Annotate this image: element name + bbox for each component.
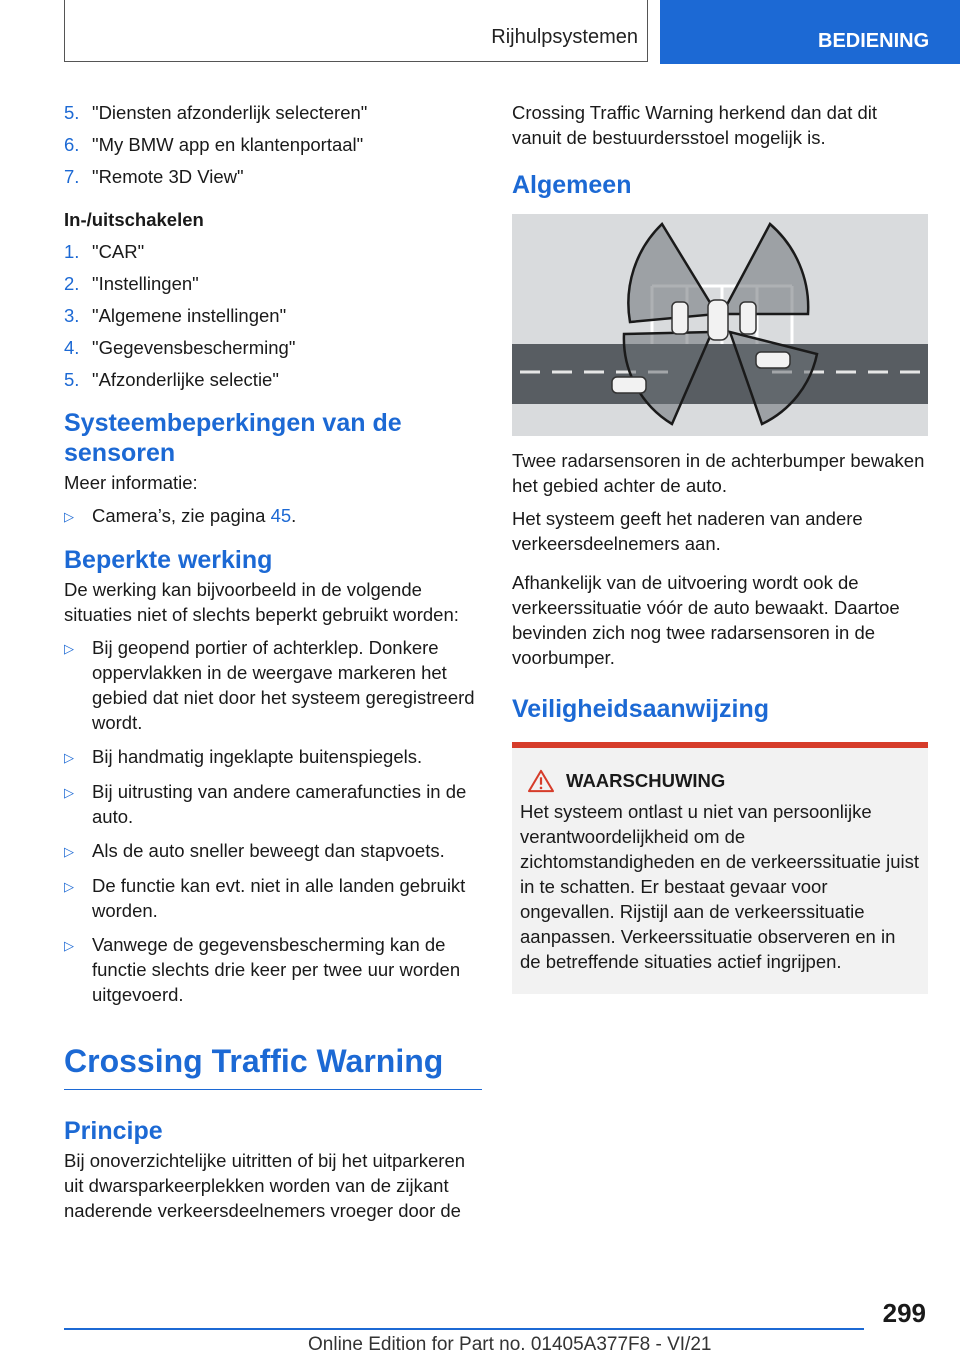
header-tab-label: BEDIENING xyxy=(818,30,930,52)
list-item: ▷ Bij geopend portier of achterklep. Donkere oppervlakken in de weergave markeren het gebied dat niet door het systeem geregistreerd wordt. xyxy=(64,637,475,733)
ctw-illustration xyxy=(512,214,928,436)
left-column xyxy=(64,100,482,1231)
list-item: 5. "Diensten afzonderlijk selecteren" xyxy=(64,102,368,123)
ctw-heading: Crossing Traffic Warning xyxy=(64,1041,482,1090)
general-heading: Algemeen xyxy=(512,171,632,199)
restricted-list xyxy=(64,635,482,1007)
triangle-bullet-icon: ▷ xyxy=(64,938,74,953)
list-item: ▷ Als de auto sneller beweegt dan stapvoets. xyxy=(64,838,482,864)
right-column xyxy=(512,100,928,994)
footer-divider xyxy=(64,1328,864,1330)
list-item: 3. "Algemene instellingen" xyxy=(64,305,287,326)
continued-text: Crossing Traffic Warning herkend dan dat dit vanuit de bestuurdersstoel mogelijk is. xyxy=(512,102,878,148)
principle-text: Bij onoverzichtelijke uitritten of bij het uitparkeren uit dwarsparkeerplekken worden van de zijkant naderende verkeersdeelnemers vroeger door de xyxy=(64,1150,466,1221)
footer-edition: Online Edition for Part no. 01405A377F8 - VI/21 xyxy=(308,1334,712,1355)
list-item: ▷ Camera’s, zie pagina 45. xyxy=(64,503,482,529)
triangle-bullet-icon: ▷ xyxy=(64,750,74,765)
limits-heading: Systeembeperkingen van de sensoren xyxy=(64,409,402,467)
triangle-bullet-icon: ▷ xyxy=(64,509,74,524)
list-item: ▷ Bij handmatig ingeklapte buitenspiegels. xyxy=(64,744,482,770)
triangle-bullet-icon: ▷ xyxy=(64,641,74,656)
principle-heading: Principe xyxy=(64,1117,163,1145)
page-link-45[interactable]: 45 xyxy=(270,505,292,526)
list-item: ▷ Vanwege de gegevensbescherming kan de functie slechts drie keer per twee uur worden uitgevoerd. xyxy=(64,934,461,1005)
warning-text: Het systeem ontlast u niet van persoonlijke verantwoordelijkheid om de zichtomstandigheden en de verkeerssituatie juist in te schatten. Er bestaat gevaar voor ongevallen. Rijstijl aan de verkeerssituatie aanpassen. Verkeerssituatie observeren en in de betreffende situaties actief ingrijpen. xyxy=(520,801,920,972)
toggle-steps-list xyxy=(64,239,482,392)
steps-top-list xyxy=(64,100,482,189)
restricted-heading: Beperkte werking xyxy=(64,546,273,574)
triangle-bullet-icon: ▷ xyxy=(64,785,74,800)
para-approach: Het systeem geeft het naderen van andere verkeersdeelnemers aan. xyxy=(512,508,863,554)
list-item: 5. "Afzonderlijke selectie" xyxy=(64,369,279,390)
toggle-title: In-/uitschakelen xyxy=(64,209,204,230)
list-item: 1. "CAR" xyxy=(64,241,145,262)
safety-heading: Veiligheidsaanwijzing xyxy=(512,695,770,723)
list-item: 7. "Remote 3D View" xyxy=(64,166,244,187)
triangle-bullet-icon: ▷ xyxy=(64,879,74,894)
header-tab-bediening[interactable] xyxy=(660,0,960,64)
warning-triangle-icon xyxy=(526,769,556,793)
list-item: ▷ De functie kan evt. niet in alle landen gebruikt worden. xyxy=(64,875,466,921)
restricted-intro: De werking kan bijvoorbeeld in de volgende situaties niet of slechts beperkt gebruikt worden: xyxy=(64,579,459,625)
triangle-bullet-icon: ▷ xyxy=(64,844,74,859)
page-number: 299 xyxy=(882,1298,926,1328)
list-item: 6. "My BMW app en klantenportaal" xyxy=(64,134,364,155)
list-item: ▷ Bij uitrusting van andere camerafuncties in de auto. xyxy=(64,781,467,827)
radar-zones-illustration xyxy=(512,214,928,436)
para-rear-sensors: Twee radarsensoren in de achterbumper bewaken het gebied achter de auto. xyxy=(512,450,925,496)
para-front-sensors: Afhankelijk van de uitvoering wordt ook de verkeerssituatie vóór de auto bewaakt. Daartoe bevinden zich nog twee radarsensoren in de voorbumper. xyxy=(512,572,900,668)
list-item: 4. "Gegevensbescherming" xyxy=(64,337,296,358)
warning-header xyxy=(520,768,920,793)
list-item: 2. "Instellingen" xyxy=(64,273,199,294)
warning-box xyxy=(512,742,928,994)
more-info-label: Meer informatie: xyxy=(64,472,198,493)
warning-title: WAARSCHUWING xyxy=(566,770,726,791)
header-section-title: Rijhulpsystemen xyxy=(491,26,638,48)
